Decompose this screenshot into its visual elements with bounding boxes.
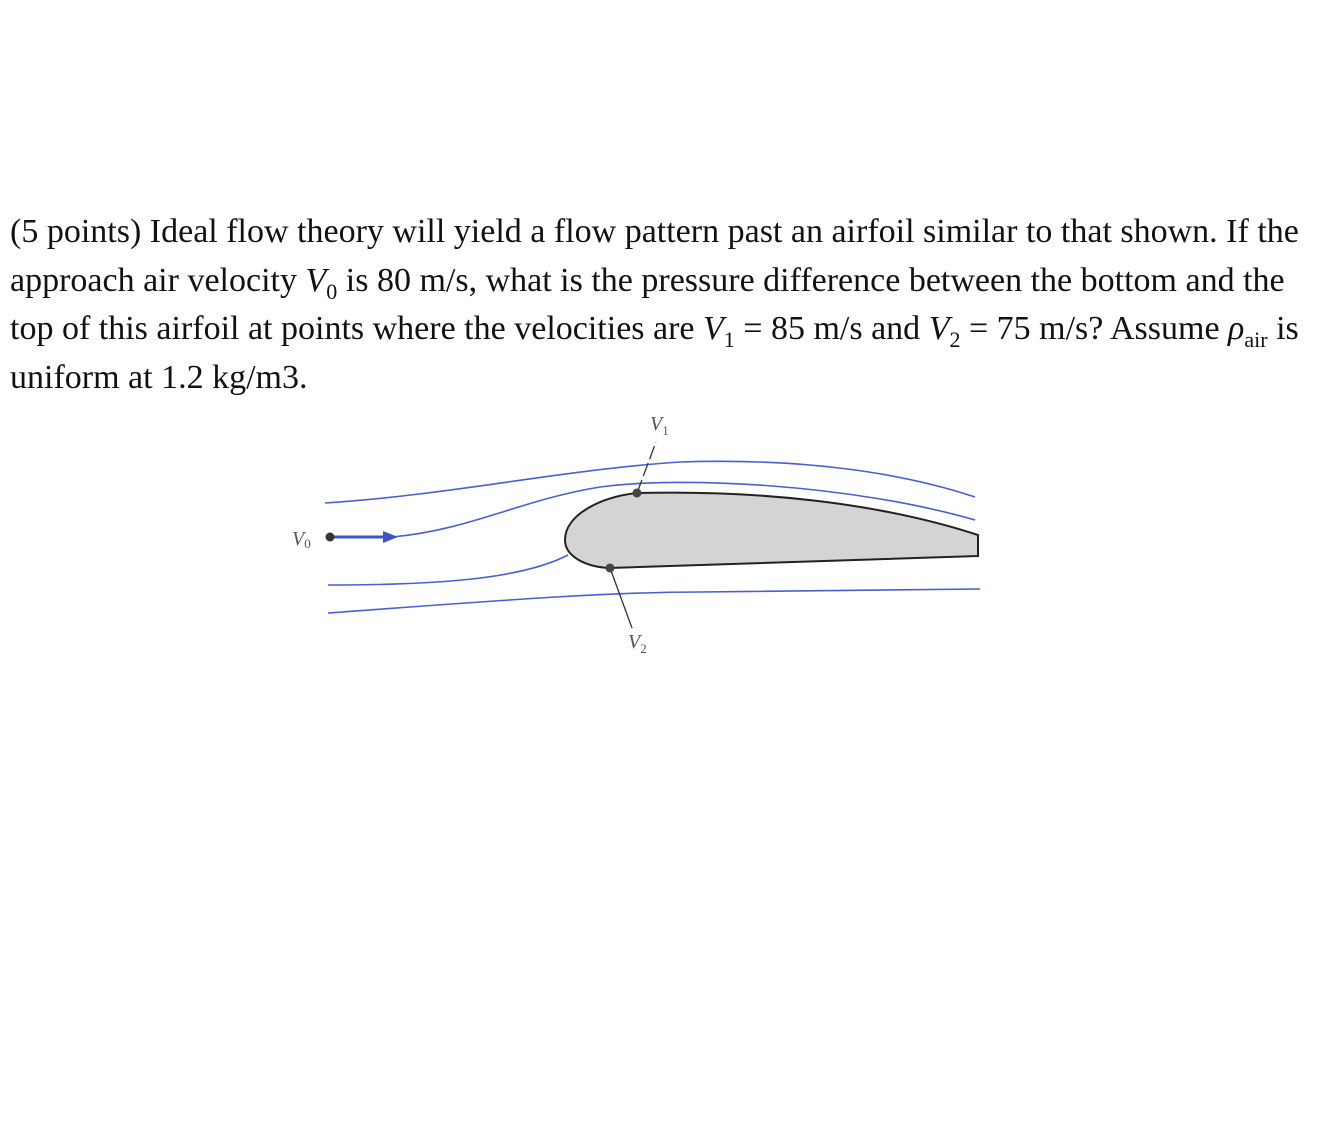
streamline-bottom-outer xyxy=(328,589,980,613)
rho-subscript: air xyxy=(1244,326,1268,352)
problem-text: Ideal flow theory will yield a flow pattern past an airfoil similar to that shown. If the approach air velocity xyxy=(10,213,1299,299)
v0-symbol: V xyxy=(305,261,327,299)
v2-leader xyxy=(610,568,632,628)
problem-text: is 80 m/s, what is the pressure difference between the bottom and the top of this airfoil at points where the velocities are xyxy=(10,261,1285,347)
v1-leader xyxy=(637,442,656,493)
problem-text: = 85 m/s and xyxy=(734,310,929,347)
v2-label: $V_2$ xyxy=(628,631,647,656)
v2-symbol: V xyxy=(928,310,950,347)
arrowhead-icon xyxy=(383,531,398,543)
v1-point xyxy=(633,489,642,498)
v0-label: V0 xyxy=(292,528,311,551)
v0-subscript: 0 xyxy=(326,278,338,304)
v2-subscript: 2 xyxy=(949,326,961,352)
problem-text: = 75 m/s? Assume xyxy=(960,310,1229,347)
streamline-bottom-inner xyxy=(328,555,568,585)
v1-symbol: V xyxy=(703,310,724,347)
v1-subscript: 1 xyxy=(723,326,735,352)
problem-text: is uniform at 1.2 kg/m3. xyxy=(10,310,1299,396)
v1-label: $V_1$ xyxy=(650,413,669,438)
v2-point xyxy=(606,564,615,573)
v0-point xyxy=(326,533,335,542)
points-label: (5 points) xyxy=(10,213,142,250)
airfoil xyxy=(565,493,978,568)
rho-symbol: ρ xyxy=(1228,310,1245,347)
